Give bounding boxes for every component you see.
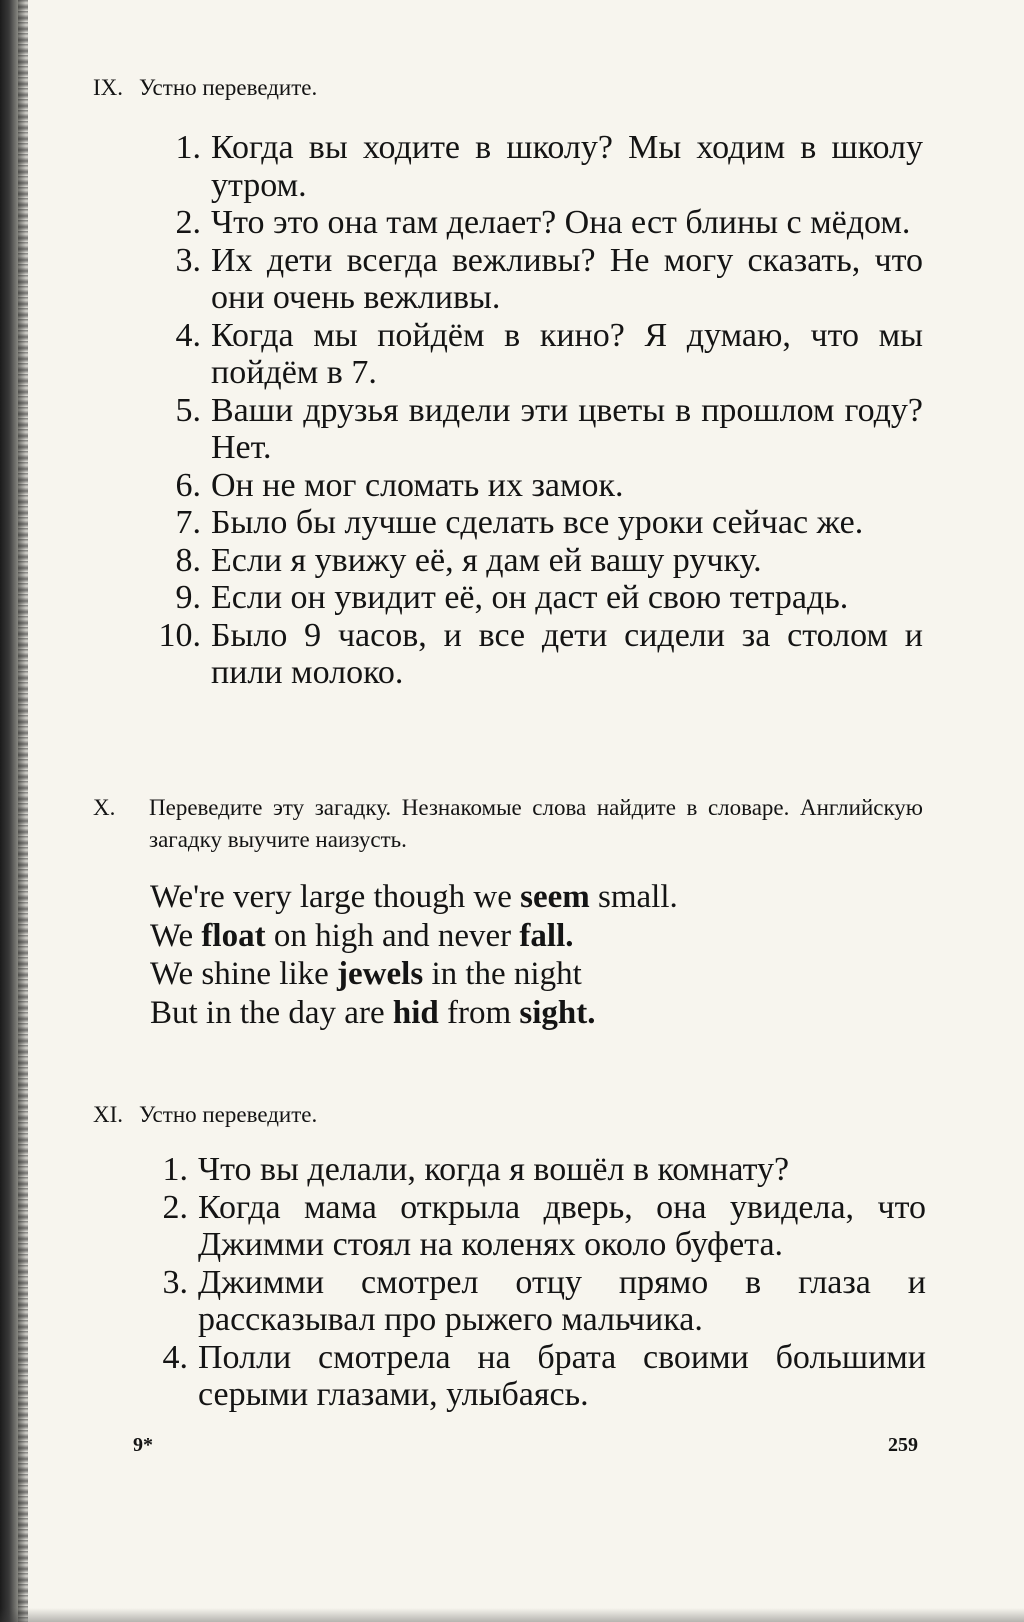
item-number: 10. (158, 616, 201, 654)
item-text: Что вы делали, когда я вошёл в комнату? (198, 1151, 790, 1188)
page-number: 259 (888, 1434, 918, 1456)
list-item (162, 1151, 926, 1189)
list-item (175, 504, 923, 542)
section-ix-title: Устно переведите. (139, 75, 318, 100)
item-text: Ваши друзья видели эти цветы в прошлом году? Нет. (211, 391, 923, 466)
poem-line-3 (150, 955, 678, 994)
list-item (175, 541, 923, 580)
item-number: 3. (175, 241, 201, 279)
poem-bold-word: jewels (337, 956, 424, 992)
list-item (162, 1338, 926, 1414)
poem-line-4 (150, 994, 678, 1033)
poem-line-1 (150, 878, 678, 917)
section-x-number: X. (93, 795, 116, 820)
list-item (175, 466, 923, 505)
poem-text: We (150, 917, 202, 954)
list-item (158, 616, 923, 692)
poem-bold-word: fall. (519, 917, 574, 954)
item-text: Если он увидит её, он даст ей свою тетрадь. (211, 579, 849, 616)
riddle-poem (150, 878, 678, 1032)
item-number: 6. (175, 466, 201, 504)
poem-text: small. (589, 879, 678, 915)
poem-text: But in the day are (150, 994, 393, 1031)
list-item (175, 316, 923, 392)
poem-text: We're very large though we (150, 879, 521, 915)
item-number: 1. (175, 129, 201, 166)
item-number: 8. (175, 541, 201, 579)
section-ix-heading (93, 74, 317, 102)
section-xi-title: Устно переведите. (139, 1102, 318, 1127)
item-text: Что это она там делает? Она ест блины с мёдом. (211, 204, 911, 241)
item-number: 9. (175, 579, 201, 616)
item-number: 3. (162, 1263, 188, 1301)
section-xi-number: XI. (93, 1102, 124, 1127)
poem-text: from (438, 994, 520, 1031)
item-text: Если я увижу её, я дам ей вашу ручку. (211, 541, 762, 579)
item-number: 2. (162, 1188, 188, 1226)
item-number: 2. (175, 204, 201, 241)
section-x-title: Переведите эту загадку. Незнакомые слова найдите в словаре. Английскую загадку выучите наизусть. (149, 795, 923, 852)
section-xi-heading (93, 1101, 317, 1129)
item-number: 5. (175, 391, 201, 429)
item-text: Когда вы ходите в школу? Мы ходим в школу утром. (211, 129, 923, 204)
poem-bold-word: seem (520, 879, 590, 915)
poem-text: in the night (423, 956, 582, 992)
item-number: 7. (175, 504, 201, 541)
poem-bold-word: hid (392, 994, 439, 1031)
poem-bold-word: sight. (519, 994, 596, 1031)
poem-line-2 (150, 917, 678, 956)
item-number: 4. (162, 1338, 188, 1376)
section-xi-list (162, 1151, 926, 1414)
item-text: Когда мама открыла дверь, она увидела, что Джимми стоял на коленях около буфета. (198, 1188, 926, 1263)
signature-mark: 9* (133, 1434, 153, 1456)
item-text: Было 9 часов, и все дети сидели за столом и пили молоко. (211, 616, 923, 691)
list-item (175, 204, 923, 242)
list-item (175, 579, 923, 617)
item-text: Их дети всегда вежливы? Не могу сказать, что они очень вежливы. (211, 241, 923, 316)
section-ix-number: IX. (93, 75, 124, 100)
list-item (162, 1188, 926, 1264)
item-text: Было бы лучше сделать все уроки сейчас же. (211, 504, 864, 541)
item-number: 4. (175, 316, 201, 354)
item-text: Когда мы пойдём в кино? Я думаю, что мы пойдём в 7. (211, 316, 923, 391)
list-item (162, 1263, 926, 1339)
item-text: Полли смотрела на брата своими большими серыми глазами, улыбаясь. (198, 1338, 926, 1413)
poem-bold-word: float (201, 917, 266, 954)
poem-text: on high and never (265, 917, 520, 954)
item-text: Джимми смотрел отцу прямо в глаза и рассказывал про рыжего мальчика. (198, 1263, 926, 1338)
list-item (175, 391, 923, 467)
item-number: 1. (162, 1151, 188, 1188)
list-item (175, 129, 923, 204)
section-x-heading (93, 792, 923, 856)
list-item (175, 241, 923, 317)
item-text: Он не мог сломать их замок. (211, 466, 624, 504)
section-ix-list (158, 129, 923, 692)
poem-text: We shine like (150, 956, 338, 992)
